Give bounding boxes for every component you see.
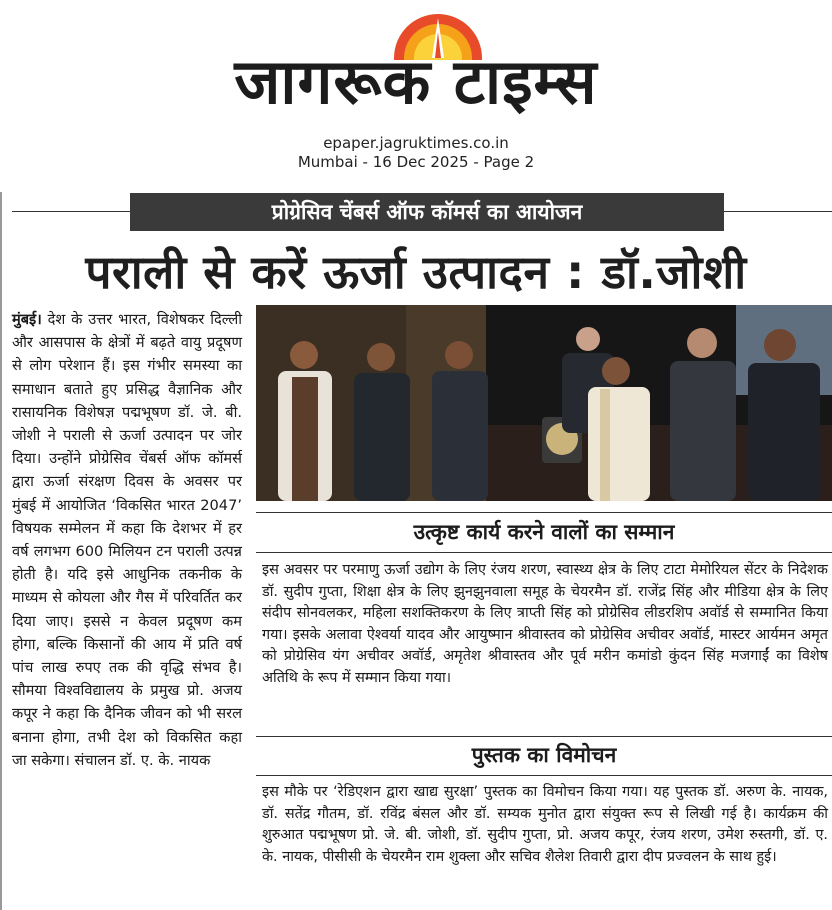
article-headline: पराली से करें ऊर्जा उत्पादन : डॉ.जोशी bbox=[85, 245, 747, 299]
section1-rule-top bbox=[256, 512, 832, 513]
event-photo bbox=[256, 305, 832, 501]
section2-text: इस मौके पर ‘रेडिएशन द्वारा खाद्य सुरक्षा’ पुस्तक का विमोचन किया गया। यह पुस्तक डॉ. अरुण के. नायक, डॉ. सतेंद्र गौतम, डॉ. रविंद्र बंसल और डॉ. सम्यक मुनोत द्वारा संयुक्त रूप से लिखी गई है। कार्यक्रम की शुरुआत पद्मभूषण प्रो. जे. बी. जोशी, डॉ. सुदीप गुप्ता, प्रो. अजय कपूर, रंजय शरण, उमेश रुस्तगी, डॉ. ए. के. नायक, पीसीसी के चेयरमैन राम शुक्ला और सचिव शैलेश तिवारी द्वारा दीप प्रज्वलन के साथ हुई। bbox=[262, 784, 828, 865]
dateline: मुंबई। bbox=[12, 311, 42, 328]
masthead bbox=[0, 0, 832, 180]
kicker-rule-left bbox=[12, 211, 130, 212]
kicker-rule-right bbox=[724, 211, 832, 212]
section2-title: पुस्तक का विमोचन bbox=[471, 743, 617, 767]
epaper-url[interactable]: epaper.jagruktimes.co.in bbox=[323, 134, 509, 152]
section2-rule-bottom bbox=[256, 775, 832, 776]
section2-rule-top bbox=[256, 736, 832, 737]
article-kicker: प्रोग्रेसिव चेंबर्स ऑफ कॉमर्स का आयोजन bbox=[130, 193, 724, 231]
section1-rule-bottom bbox=[256, 552, 832, 553]
section1-text: इस अवसर पर परमाणु ऊर्जा उद्योग के लिए रंजय शरण, स्वास्थ्य क्षेत्र के लिए टाटा मेमोरियल सेंटर के निदेशक डॉ. सुदीप गुप्ता, शिक्षा क्षेत्र के लिए झुनझुनवाला समूह के चेयरमैन डॉ. राजेंद्र सिंह और मीडिया क्षेत्र के लिए संदीप सोनवलकर, महिला सशक्तिकरण के लिए त्राप्ती सिंह को प्रोग्रेसिव लीडरशिप अवॉर्ड से सम्मानित किया गया। इसके अलावा ऐश्वर्या यादव और आयुष्मान श्रीवास्तव को प्रोग्रेसिव अचीवर अवॉर्ड, मास्टर आर्यमन अमृत को प्रोग्रेसिव यंग अचीवर अवॉर्ड, अमृतेश श्रीवास्तव और पूर्व मरीन कमांडो कुंदन सिंह मजगाईं का विशेष अतिथि के रूप में सम्मान किया गया। bbox=[262, 562, 828, 686]
section1-title: उत्कृष्ट कार्य करने वालों का सम्मान bbox=[413, 520, 675, 544]
edition-date: Mumbai - 16 Dec 2025 - Page 2 bbox=[297, 153, 535, 171]
article-body-column bbox=[12, 308, 242, 772]
newspaper-title: जागरूक टाइम्स bbox=[234, 45, 598, 118]
article-body-text: देश के उत्तर भारत, विशेषकर दिल्ली और आसपास के क्षेत्रों में बढ़ते वायु प्रदूषण से लोग परेशान हैं। इस गंभीर समस्या का समाधान बताते हुए प्रसिद्ध वैज्ञानिक और रासायनिक विशेषज्ञ पद्मभूषण डॉ. जे. बी. जोशी ने पराली से ऊर्जा उत्पादन पर जोर दिया। उन्होंने प्रोग्रेसिव चेंबर्स ऑफ कॉमर्स द्वारा ऊर्जा संरक्षण दिवस के अवसर पर मुंबई में आयोजित ‘विकसित भारत 2047’ विषयक सम्मेलन में कहा कि देशभर में हर वर्ष लगभग 600 मिलियन टन पराली उत्पन्न होती है। यदि इसे आधुनिक तकनीक के माध्यम से कोयला और गैस में परिवर्तित कर दिया जाए। इससे न केवल प्रदूषण कम होगा, बल्कि किसानों की आय में प्रति वर्ष पांच लाख रुपए तक की वृद्धि संभव है। सौमया विश्वविद्यालय के प्रमुख प्रो. अजय कपूर ने कहा कि दैनिक जीवन को भी सरल बनाना होगा, तभी देश को विकसित कहा जा सकेगा। संचालन डॉ. ए. के. नायक bbox=[12, 311, 242, 769]
